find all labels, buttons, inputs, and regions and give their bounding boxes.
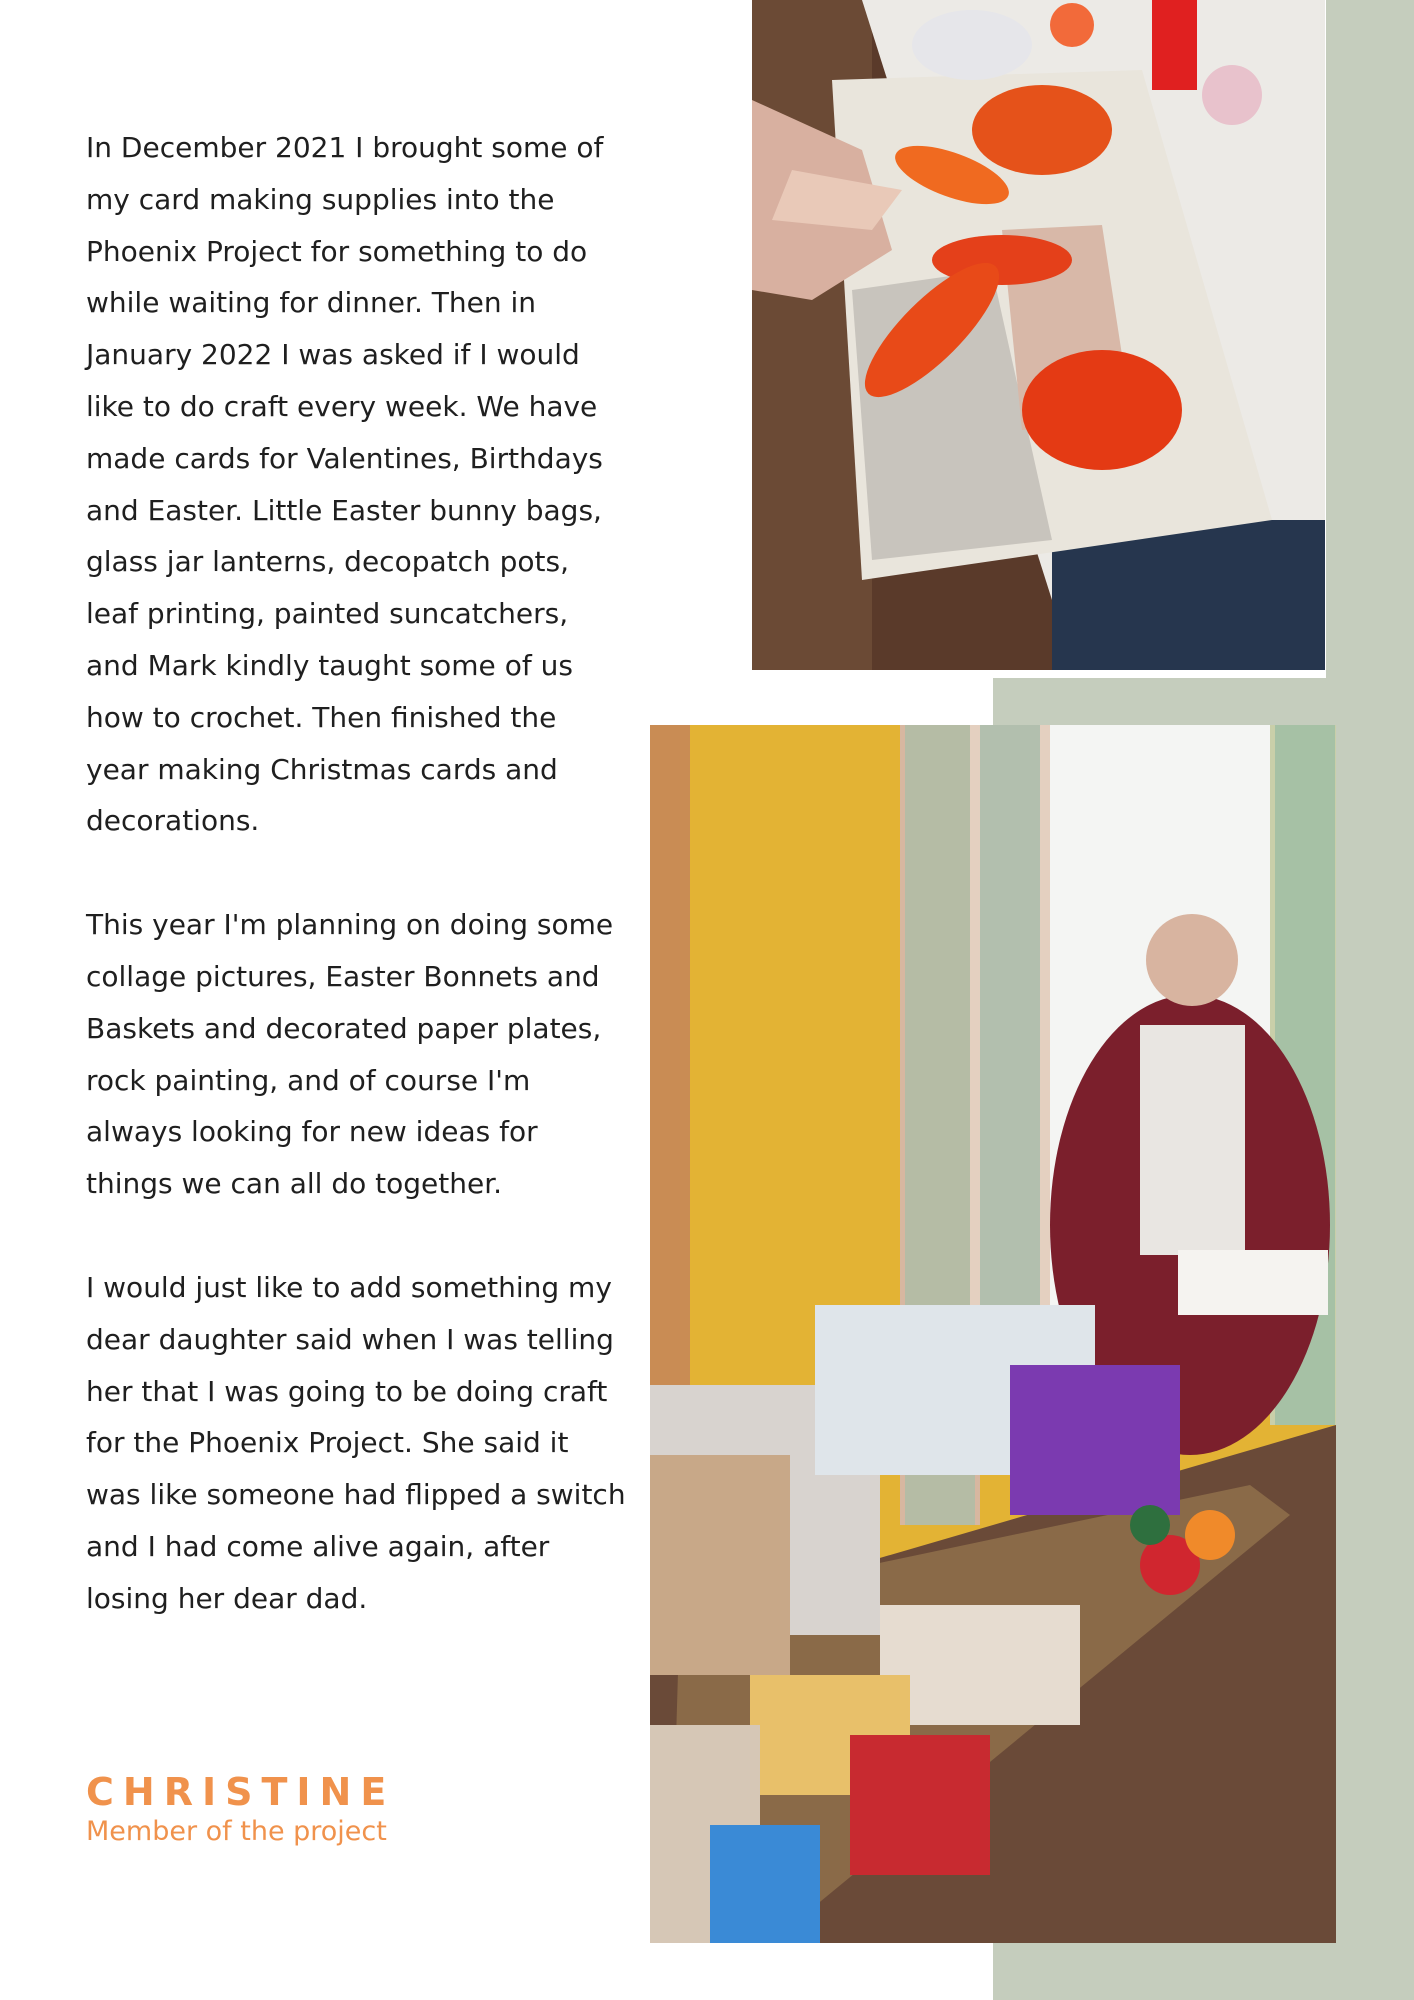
article-paragraph: This year I'm planning on doing some collage pictures, Easter Bonnets and Baskets and decorated paper plates, rock painting, and of course I'm always looking for new ideas for things we can all do together. [86, 908, 614, 1201]
craft-table-photo [650, 725, 1336, 1943]
author-role: Member of the project [86, 1816, 387, 1847]
article-body [86, 122, 626, 1677]
author-name: CHRISTINE [86, 1770, 396, 1814]
leaf-printing-photo [752, 0, 1325, 670]
article-paragraph: In December 2021 I brought some of my card making supplies into the Phoenix Project for something to do while waiting for dinner. Then in January 2022 I was asked if I would like to do craft every week. We have made cards for Valentines, Birthdays and Easter. Little Easter bunny bags, glass jar lanterns, decopatch pots, leaf printing, painted suncatchers, and Mark kindly taught some of us how to crochet. Then finished the year making Christmas cards and decorations. [86, 131, 604, 838]
signature-block [86, 1770, 395, 1847]
article-paragraph: I would just like to add something my dear daughter said when I was telling her that I was going to be doing craft for the Phoenix Project. She said it was like someone had flipped a switch and I had come alive again, after losing her dear dad. [86, 1270, 626, 1615]
